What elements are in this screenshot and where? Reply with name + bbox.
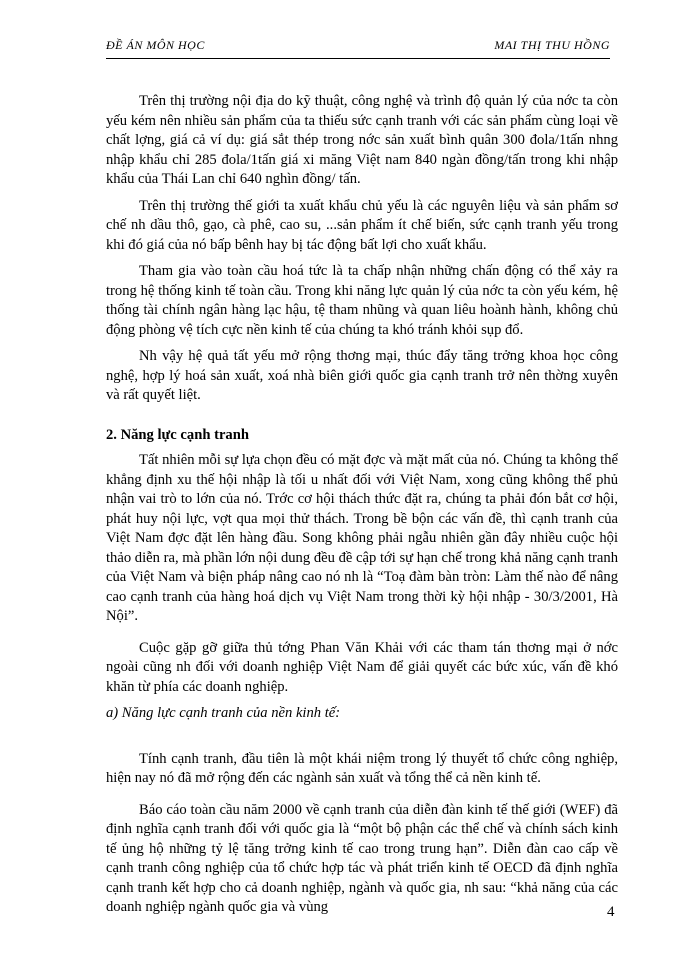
header-course-title: ĐỀ ÁN MÔN HỌC (106, 38, 205, 52)
paragraph-domestic-market: Trên thị trường nội địa do kỹ thuật, công nghệ và trình độ quản lý của nớc ta còn yếu kém nên nhiều sản phẩm của ta thiếu sức cạnh tranh với các sản phẩm cùng loại về chất lợng, giá cả ví dụ: giá sắt thép trong nớc sản xuất bình quân 300 đola/1tấn nhng nhập khẩu chỉ 285 đola/1tấn giá xi măng Việt nam 840 ngàn đồng/tấn trong khi nhập khẩu của Thái Lan chỉ 640 nghìn đồng/ tấn. (106, 93, 618, 187)
paragraph-globalization: Tham gia vào toàn cầu hoá tức là ta chấp nhận những chấn động có thể xảy ra trong hệ thống kinh tế toàn cầu. Trong khi năng lực quản lý của nớc ta còn yếu kém, hệ thống tài chính ngân hàng lạc hậu, tệ tham nhũng và quan liêu hoành hành, không chủ động phòng vệ tích cực nền kinh tế của chúng ta khó tránh khỏi sụp đổ. (106, 263, 618, 338)
paragraph-definition: Tính cạnh tranh, đầu tiên là một khái niệm trong lý thuyết tổ chức công nghiệp, hiện nay nó đã mở rộng đến các ngành sản xuất và tổng thể cả nền kinh tế. (106, 750, 618, 786)
page-header (106, 36, 610, 59)
section-heading: 2. Năng lực cạnh tranh (106, 426, 249, 443)
paragraph-competition-choice: Tất nhiên mỗi sự lựa chọn đều có mặt đợc và mặt mất của nó. Chúng ta không thể khẳng định xu thế hội nhập là tối u nhất đối với Việt Nam, xong cũng không thể phủ nhận vai trò to lớn của nó. Trớc cơ hội thách thức đặt ra, chúng ta phải đón bắt cơ hội, phát huy nội lực, vợt qua mọi thử thách. Trong bề bộn các vấn đề, thì cạnh tranh của Việt Nam đợc đặt lên hàng đầu. Song không phải ngẫu nhiên gần đây nhiều cuộc hội thảo diễn ra, mà phần lớn nội dung đều đề cập tới sự hạn chế trong khả năng cạnh tranh của Việt Nam và biện pháp nâng cao nó nh là “Toạ đàm bàn tròn: Làm thế nào để nâng cao cạnh tranh của hàng hoá dịch vụ Việt Nam trong thời kỳ hội nhập - 30/3/2001, Hà Nội”. (106, 452, 618, 624)
paragraph-world-market: Trên thị trường thế giới ta xuất khẩu chủ yếu là các nguyên liệu và sản phẩm sơ chế nh dầu thô, gạo, cà phê, cao su, ...sản phẩm ít chế biến, sức cạnh tranh yếu trong khi đó giá của nó bấp bênh hay bị tác động bất lợi cho xuất khẩu. (106, 197, 618, 253)
paragraph-meeting: Cuộc gặp gỡ giữa thủ tớng Phan Văn Khải với các tham tán thơng mại ở nớc ngoài cũng nh đối với doanh nghiệp Việt Nam để giải quyết các bức xúc, vấn đề khó khăn từ phía các doanh nghiệp. (106, 639, 618, 695)
header-author-name: MAI THỊ THU HỒNG (494, 38, 610, 52)
paragraph-wef-report: Báo cáo toàn cầu năm 2000 về cạnh tranh của diễn đàn kinh tế thế giới (WEF) đã định nghĩa cạnh tranh đối với quốc gia là “một bộ phận các thể chế và chính sách kinh tế ủng hộ những tỷ lệ tăng trởng kinh tế cao trong trung hạn”. Diễn đàn cao cấp về cạnh tranh công nghiệp của tổ chức hợp tác và phát triển kinh tế OECD đã định nghĩa cạnh tranh kết hợp cho cả doanh nghiệp, ngành và quốc gia, nh sau: “khả năng của các doanh nghiệp ngành quốc gia và vùng (106, 801, 618, 915)
page-number: 4 (607, 904, 615, 920)
paragraph-consequence: Nh vậy hệ quả tất yếu mở rộng thơng mại, thúc đẩy tăng trởng khoa học công nghệ, hợp lý hoá sản xuất, xoá nhà biên giới quốc gia cạnh tranh trở nên thờng xuyên và rất quyết liệt. (106, 348, 618, 403)
subsection-heading: a) Năng lực cạnh tranh của nền kinh tế: (106, 705, 341, 721)
document-body (106, 92, 618, 925)
